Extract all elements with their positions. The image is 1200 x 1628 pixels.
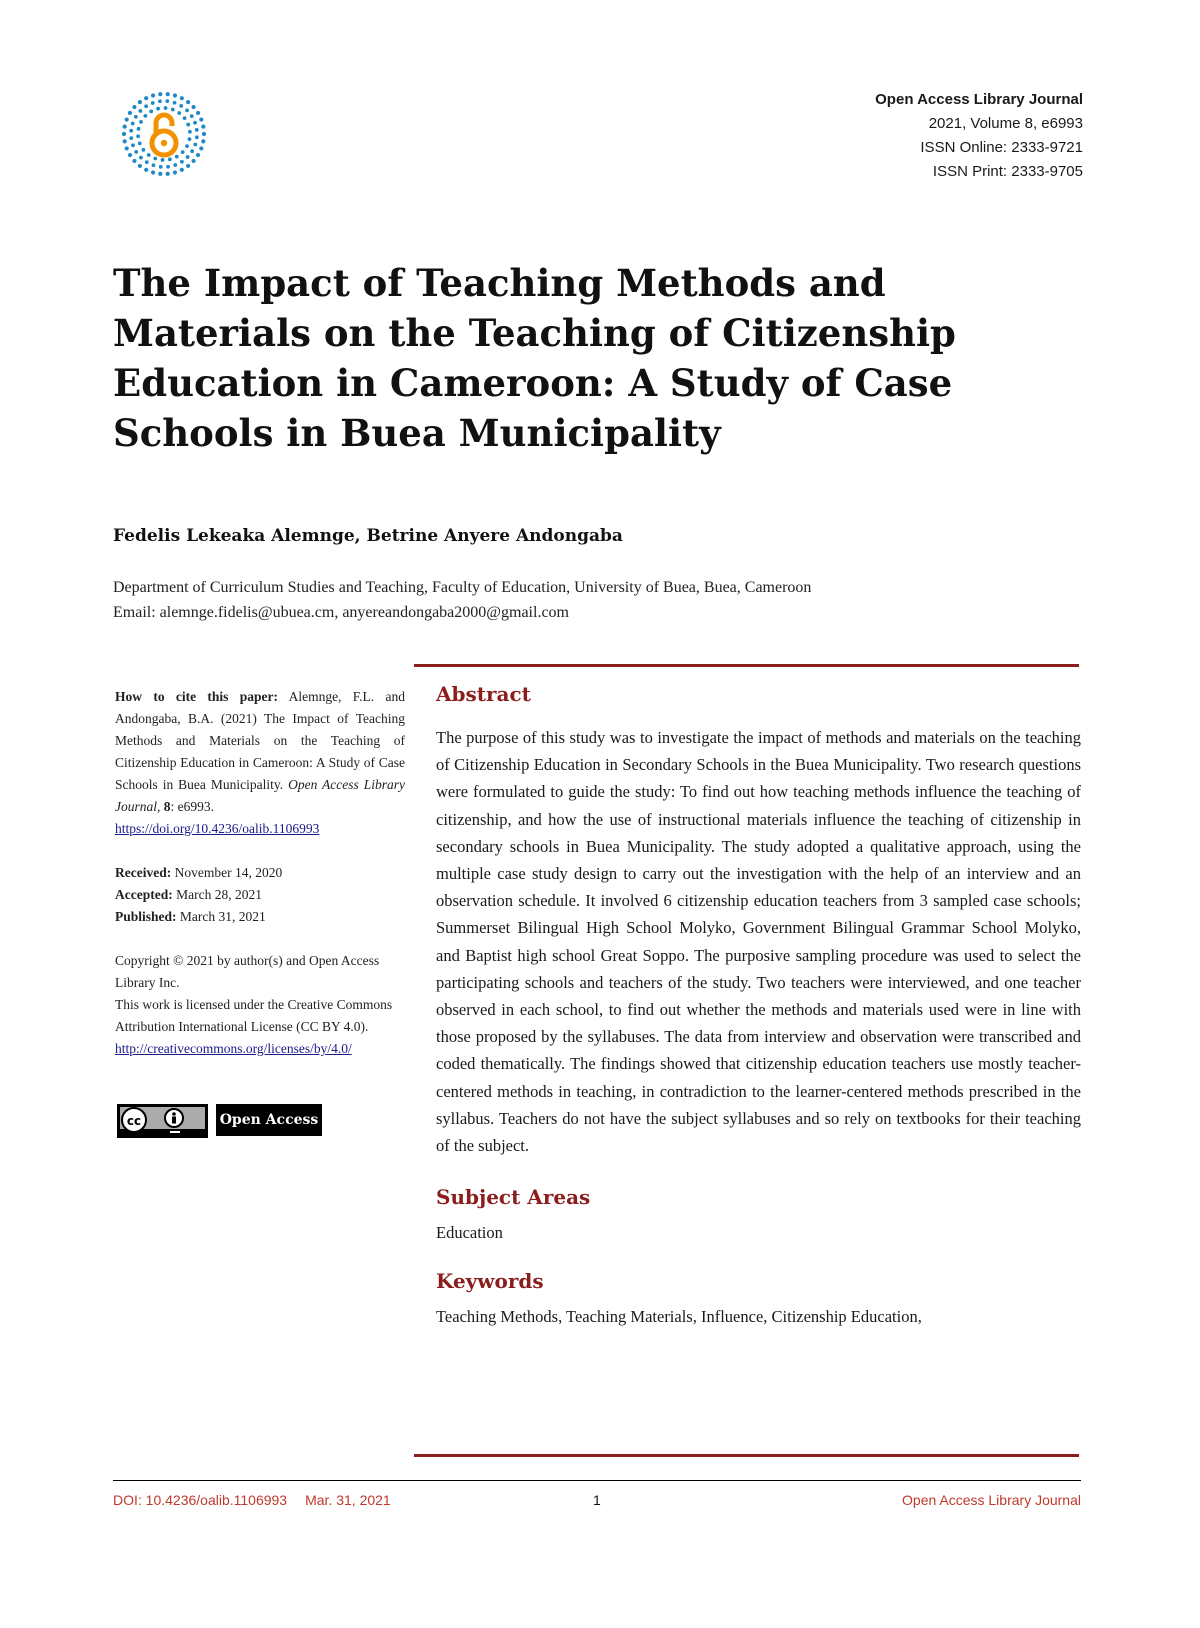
- accepted-date: March 28, 2021: [176, 887, 262, 902]
- doi-link[interactable]: https://doi.org/10.4236/oalib.1106993: [115, 821, 320, 836]
- open-access-logo-icon: [120, 90, 208, 178]
- page-footer: [113, 1492, 1081, 1512]
- citation-block: How to cite this paper: Alemnge, F.L. and Andongaba, B.A. (2021) The Impact of Teaching Methods and Materials on the Teaching of Citizenship Education in Cameroon: A Study of Case Schools in Buea Municipality. Open Access Library Journal, 8: e6993.: [115, 689, 406, 814]
- footer-left: [113, 1492, 391, 1508]
- cite-volume: 8: [163, 799, 171, 814]
- keywords-text: Teaching Methods, Teaching Materials, Influence, Citizenship Education,: [436, 1307, 922, 1327]
- footer-doi: DOI: 10.4236/oalib.1106993: [113, 1492, 288, 1508]
- authors: Fedelis Lekeaka Alemnge, Betrine Anyere Andongaba: [113, 526, 623, 546]
- footer-date: Mar. 31, 2021: [305, 1492, 391, 1508]
- cite-tail: : e6993.: [170, 799, 214, 814]
- citation-sidebar: [115, 686, 405, 1060]
- journal-info: [875, 88, 1083, 184]
- abstract-text: The purpose of this study was to investigate the impact of methods and materials on the teaching of Citizenship Education in Secondary Schools in the Buea Municipality. Two research questions were formulated to guide the study: To find out how teaching methods influence the teaching of citizenship, and how the use of instructional materials influence the teaching of citizenship in secondary schools in Buea Municipality. The study adopted a qualitative approach, using the multiple case study design to carry out the investigation with the help of an interview and an observation schedule. It involved 6 citizenship education teachers from 3 sampled case schools; Summerset Bilingual High School Molyko, Government Bilingual Grammar School Molyko, and Baptist high school Great Soppo. The purposive sampling procedure was used to select the participating schools and teachers of the study. Two teachers were interviewed, and one teacher observed in each school, to find out whether the methods and materials used were in line with those proposed by the syllabuses. The data from interview and observation were transcribed and coded thematically. The findings showed that citizenship education teachers use mostly teacher-centered methods in teaching, in contradiction to the learner-centered methods prescribed in the syllabus. Teachers do not have the subject syllabuses and so rely on textbooks for their teaching of the subject.: [436, 728, 1081, 1156]
- license-text: This work is licensed under the Creative Commons Attribution International License (CC BY 4.0).: [115, 997, 393, 1034]
- affiliation-block: [113, 575, 811, 625]
- footer-divider: [113, 1480, 1081, 1481]
- paper-title: The Impact of Teaching Methods and Materials on the Teaching of Citizenship Education in Cameroon: A Study of Case Schools in Buea Municipality: [113, 261, 956, 455]
- copyright: Copyright © 2021 by author(s) and Open Access Library Inc.: [115, 953, 380, 990]
- license-link[interactable]: http://creativecommons.org/licenses/by/4.0/: [115, 1041, 352, 1056]
- cite-journal: Open Access Library Journal: [115, 777, 406, 814]
- published-date: March 31, 2021: [179, 909, 266, 924]
- published-line: [115, 906, 405, 928]
- open-access-badge[interactable]: Open Access: [216, 1104, 322, 1136]
- received-date: November 14, 2020: [174, 865, 283, 880]
- subject-areas-heading: Subject Areas: [436, 1185, 591, 1210]
- section-divider-bottom: [414, 1454, 1079, 1457]
- received-label: Received:: [115, 865, 172, 880]
- cc-by-badge-icon[interactable]: [117, 1104, 208, 1138]
- subject-areas-text: Education: [436, 1223, 503, 1243]
- cite-text: Alemnge, F.L. and Andongaba, B.A. (2021) The Impact of Teaching Methods and Materials on the Teaching of Citizenship Education in Cameroon: A Study of Case Schools in Buea Municipality.: [115, 689, 405, 792]
- keywords-heading: Keywords: [436, 1269, 544, 1294]
- footer-journal: Open Access Library Journal: [902, 1492, 1081, 1508]
- received-line: [115, 862, 405, 884]
- page-number: 1: [593, 1492, 601, 1508]
- published-label: Published:: [115, 909, 177, 924]
- volume-line: 2021, Volume 8, e6993: [928, 115, 1083, 132]
- abstract-heading: Abstract: [436, 682, 531, 706]
- svg-text:cc: cc: [126, 1114, 142, 1128]
- accepted-line: [115, 884, 405, 906]
- affiliation: Department of Curriculum Studies and Teaching, Faculty of Education, University of Buea, Buea, Cameroon: [113, 579, 812, 596]
- journal-name: Open Access Library Journal: [875, 91, 1083, 108]
- cite-label: How to cite this paper:: [115, 689, 278, 704]
- email: Email: alemnge.fidelis@ubuea.cm, anyereandongaba2000@gmail.com: [113, 604, 569, 621]
- accepted-label: Accepted:: [115, 887, 173, 902]
- main-column: [436, 682, 1081, 1327]
- section-divider-top: [414, 664, 1079, 667]
- issn-print: ISSN Print: 2333-9705: [932, 163, 1083, 180]
- issn-online: ISSN Online: 2333-9721: [920, 139, 1083, 156]
